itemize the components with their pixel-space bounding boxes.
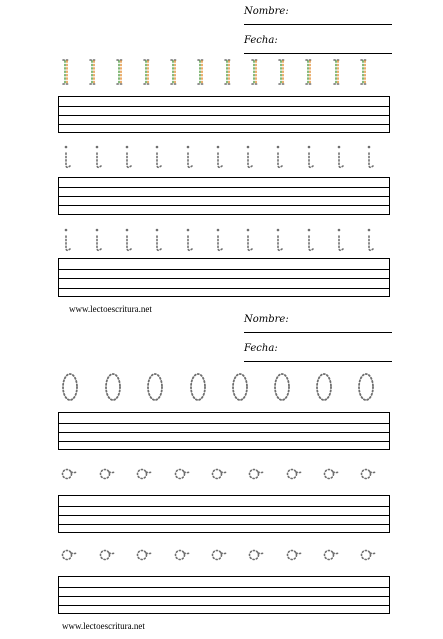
traceable-letter-i [217,229,222,251]
traceable-letter-O [359,374,373,400]
traceable-letter-I [225,60,231,84]
writing-lines-box[interactable] [58,576,390,614]
traceable-letter-i-row-1 [0,144,443,174]
traceable-letter-o-row-1 [0,464,443,494]
traceable-letter-i [126,229,131,251]
traceable-letter-O [317,374,331,400]
traceable-letter-i [65,146,70,168]
website-url: www.lectoescritura.net [62,621,145,631]
traceable-letter-o [138,470,153,479]
traceable-letter-I [306,60,312,84]
traceable-letter-I [63,60,69,84]
traceable-letter-o [138,551,153,560]
website-url: www.lectoescritura.net [69,304,152,314]
traceable-letter-i [368,146,373,168]
traceable-letter-o [362,551,377,560]
traceable-letter-o [176,470,191,479]
traceable-letter-o [288,470,303,479]
traceable-letter-i [368,229,373,251]
name-field[interactable] [244,6,392,25]
traceable-letter-o [176,551,191,560]
traceable-letter-i [217,146,222,168]
traceable-letter-I-row [0,57,443,89]
traceable-letter-i [308,146,313,168]
traceable-letter-o [63,470,78,479]
traceable-letter-o [250,470,265,479]
traceable-letter-I [198,60,204,84]
traceable-letter-I [252,60,258,84]
name-field[interactable] [244,314,392,333]
traceable-letter-O [63,374,77,400]
traceable-letter-i [65,229,70,251]
name-label: Nombre: [244,6,289,17]
traceable-letter-o [250,551,265,560]
traceable-letter-i [277,229,282,251]
date-label: Fecha: [244,35,278,46]
traceable-letter-o [288,551,303,560]
traceable-letter-i [338,146,343,168]
traceable-letter-o [325,470,340,479]
date-field[interactable] [244,35,392,54]
traceable-letter-i [247,229,252,251]
traceable-letter-o [63,551,78,560]
traceable-letter-o [101,470,116,479]
traceable-letter-o-row-2 [0,545,443,575]
traceable-letter-o [362,470,377,479]
traceable-letter-O [233,374,247,400]
traceable-letter-i [187,146,192,168]
traceable-letter-i [308,229,313,251]
writing-lines-box[interactable] [58,495,390,533]
traceable-letter-i [156,229,161,251]
traceable-letter-O [191,374,205,400]
traceable-letter-I [90,60,96,84]
traceable-letter-o [101,551,116,560]
traceable-letter-I [361,60,367,84]
traceable-letter-o [325,551,340,560]
traceable-letter-i [187,229,192,251]
writing-lines-box[interactable] [58,412,390,450]
traceable-letter-i [277,146,282,168]
traceable-letter-i [126,146,131,168]
date-field[interactable] [244,343,392,362]
traceable-letter-O-row [0,372,443,404]
writing-lines-box[interactable] [58,258,390,297]
traceable-letter-o [213,470,228,479]
traceable-letter-I [171,60,177,84]
traceable-letter-i-row-2 [0,227,443,257]
writing-lines-box[interactable] [58,96,390,133]
traceable-letter-O [148,374,162,400]
traceable-letter-i [96,146,101,168]
traceable-letter-o [213,551,228,560]
traceable-letter-i [247,146,252,168]
traceable-letter-O [106,374,120,400]
traceable-letter-O [275,374,289,400]
traceable-letter-I [334,60,340,84]
traceable-letter-I [117,60,123,84]
name-label: Nombre: [244,314,289,325]
traceable-letter-i [156,146,161,168]
traceable-letter-i [96,229,101,251]
writing-lines-box[interactable] [58,177,390,215]
date-label: Fecha: [244,343,278,354]
traceable-letter-I [279,60,285,84]
traceable-letter-i [338,229,343,251]
traceable-letter-I [144,60,150,84]
